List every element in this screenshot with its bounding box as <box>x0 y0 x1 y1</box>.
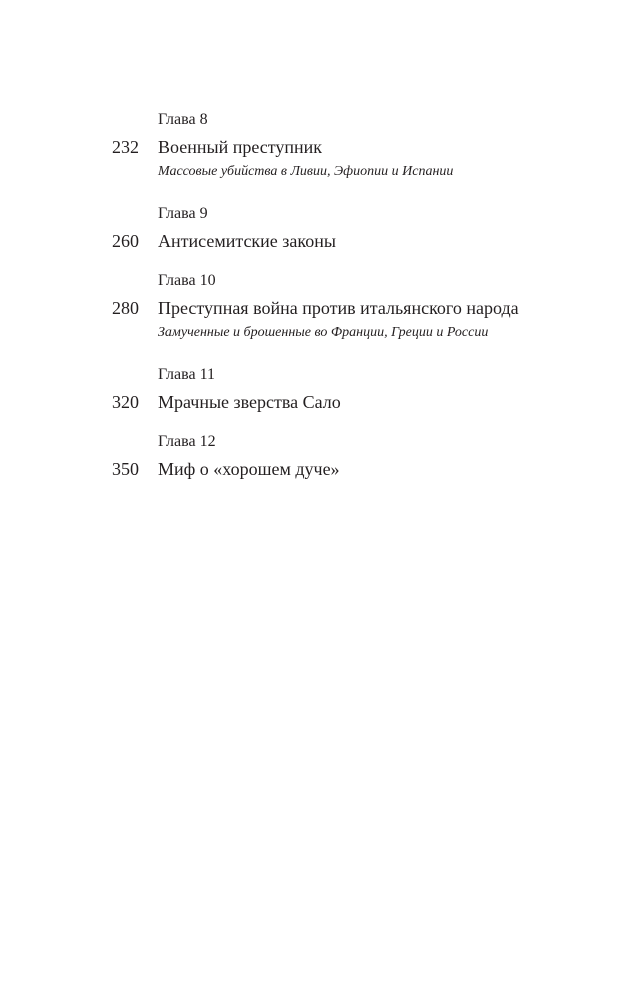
page-number: 320 <box>112 392 139 412</box>
chapter-title[interactable]: Мрачные зверства Сало <box>158 392 341 412</box>
chapter-subtitle: Замученные и брошенные во Франции, Греции и России <box>158 325 489 340</box>
chapter-label: Глава 11 <box>158 366 215 383</box>
page-number: 260 <box>112 231 139 251</box>
page-number: 280 <box>112 298 139 318</box>
chapter-title[interactable]: Военный преступник <box>158 137 323 157</box>
chapter-label: Глава 9 <box>158 205 208 222</box>
chapter-title[interactable]: Преступная война против итальянского народа <box>158 298 519 318</box>
chapter-title[interactable]: Миф о «хорошем дуче» <box>158 459 340 479</box>
chapter-label: Глава 10 <box>158 272 216 289</box>
chapter-label: Глава 8 <box>158 111 208 128</box>
chapter-label: Глава 12 <box>158 433 216 450</box>
chapter-subtitle: Массовые убийства в Ливии, Эфиопии и Испании <box>158 164 454 179</box>
page-number: 350 <box>112 459 139 479</box>
page-number: 232 <box>112 137 139 157</box>
chapter-title[interactable]: Антисемитские законы <box>158 231 336 251</box>
